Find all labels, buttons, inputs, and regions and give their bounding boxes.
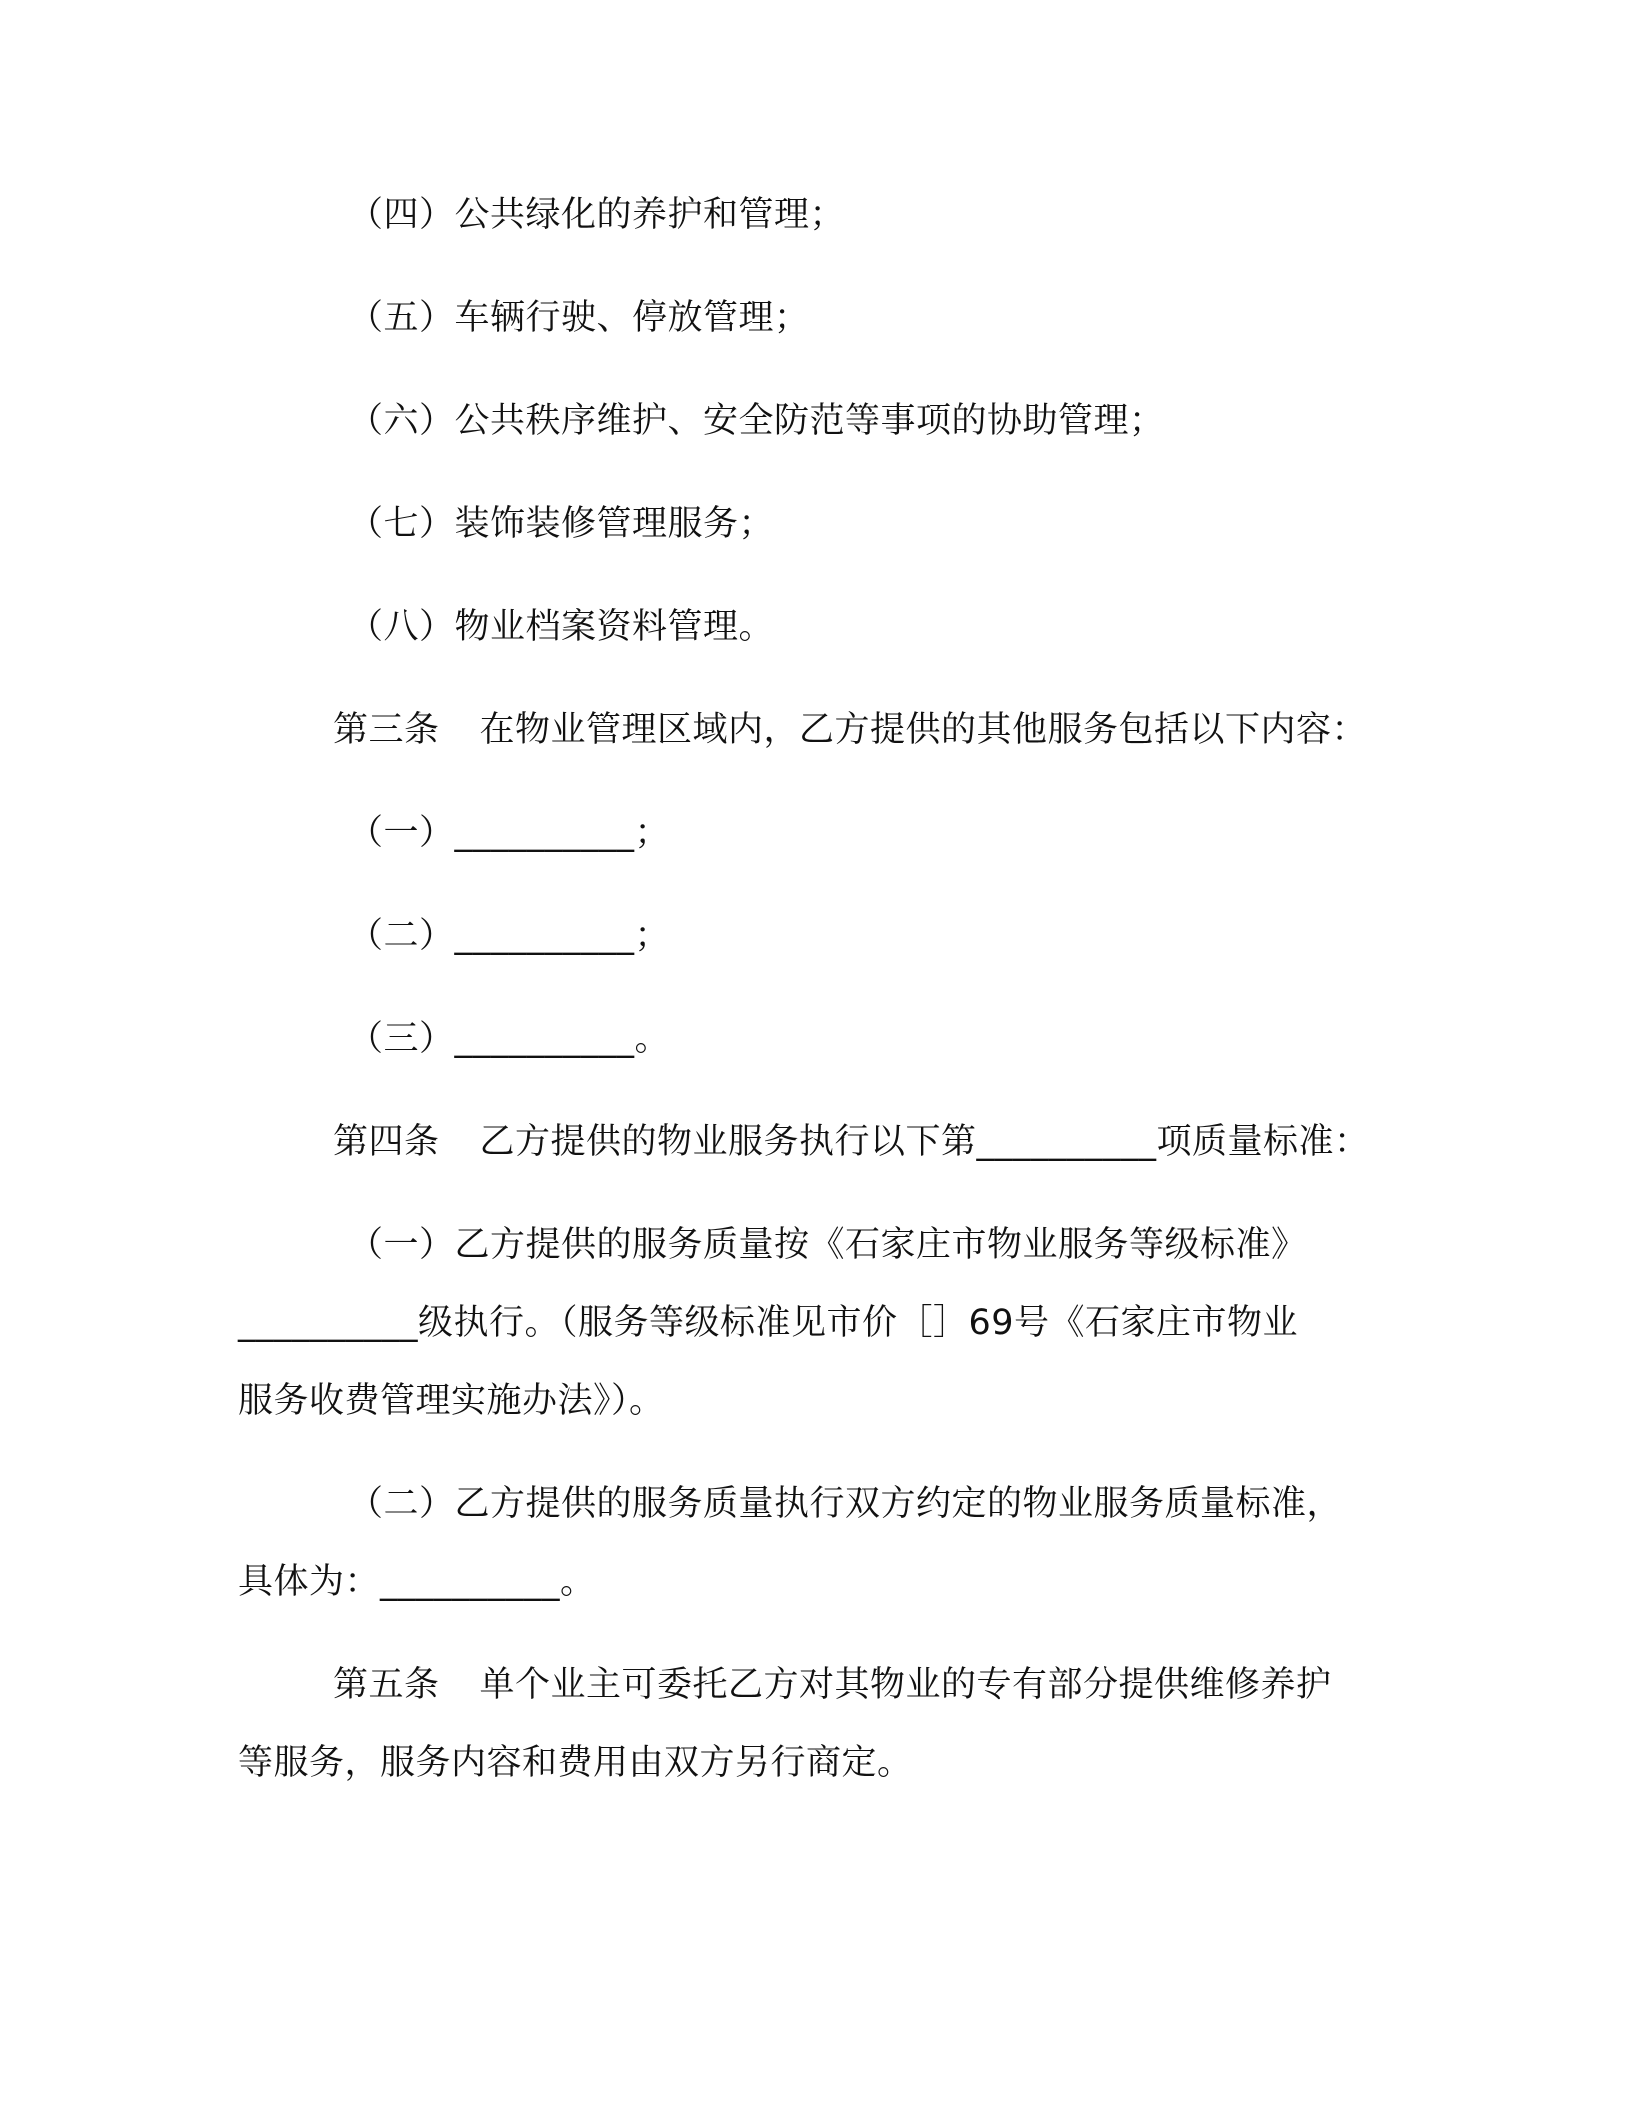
quality-standard-1-line-2: __________级执行。（服务等级标准见市价［］69号《石家庄市物业 bbox=[238, 1303, 1299, 1343]
article-5-text: 单个业主可委托乙方对其物业的专有部分提供维修养护 bbox=[479, 1665, 1332, 1705]
article-4 bbox=[333, 1117, 1370, 1167]
quality-standard-1-line-3: 服务收费管理实施办法》）。 bbox=[238, 1381, 665, 1421]
other-service-item-2: （二）__________； bbox=[348, 916, 671, 956]
article-3-text: 在物业管理区域内，乙方提供的其他服务包括以下内容： bbox=[479, 710, 1368, 750]
article-3 bbox=[333, 705, 1367, 755]
article-5-continuation: 等服务，服务内容和费用由双方另行商定。 bbox=[238, 1743, 913, 1783]
article-3-label: 第三条 bbox=[333, 710, 440, 750]
item-decoration-management: （七）装饰装修管理服务； bbox=[348, 504, 775, 544]
quality-standard-2-line-2: 具体为：__________。 bbox=[238, 1562, 596, 1602]
quality-standard-1-line-1: （一）乙方提供的服务质量按《石家庄市物业服务等级标准》 bbox=[348, 1225, 1307, 1265]
item-vehicle-management: （五）车辆行驶、停放管理； bbox=[348, 298, 810, 338]
item-public-order: （六）公共秩序维护、安全防范等事项的协助管理； bbox=[348, 401, 1165, 441]
other-service-item-3: （三）__________。 bbox=[348, 1019, 671, 1059]
other-service-item-1: （一）__________； bbox=[348, 813, 671, 853]
item-archive-management: （八）物业档案资料管理。 bbox=[348, 607, 775, 647]
article-5-label: 第五条 bbox=[333, 1665, 440, 1705]
quality-standard-2-line-1: （二）乙方提供的服务质量执行双方约定的物业服务质量标准， bbox=[348, 1484, 1343, 1524]
article-4-label: 第四条 bbox=[333, 1122, 440, 1162]
item-public-greening: （四）公共绿化的养护和管理； bbox=[348, 195, 846, 235]
article-5 bbox=[333, 1660, 1332, 1710]
article-4-text: 乙方提供的物业服务执行以下第__________项质量标准： bbox=[479, 1122, 1370, 1162]
